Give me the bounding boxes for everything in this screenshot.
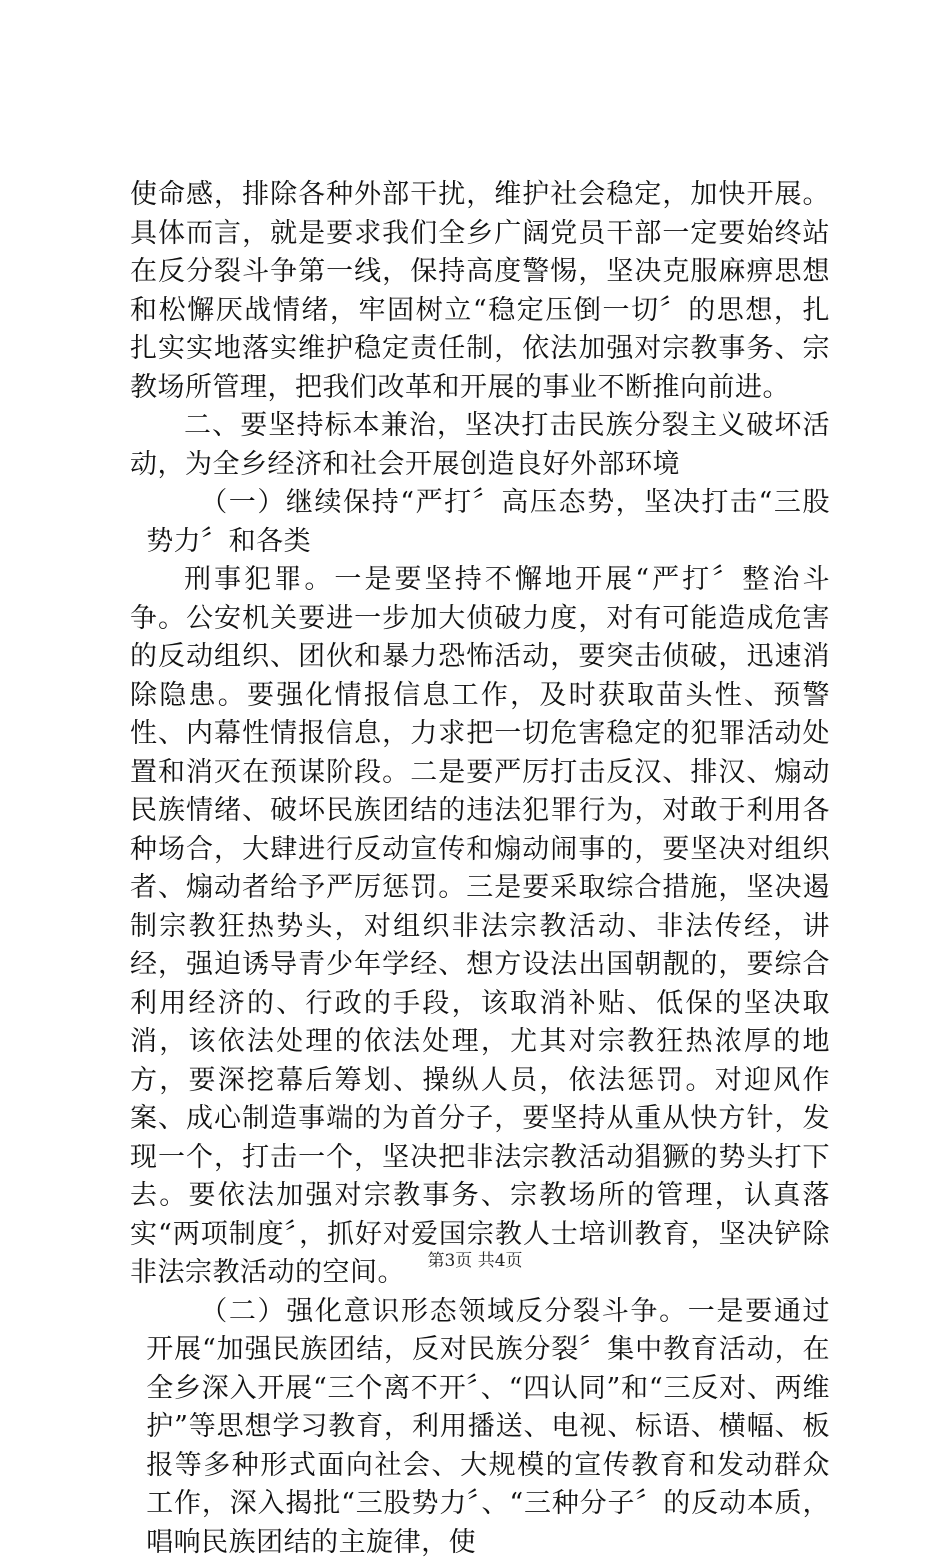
page-number-footer: 第3页 共4页 (0, 1246, 950, 1271)
paragraph-criminal-offences: 刑事犯罪。一是要坚持不懈地开展“严打〞整治斗争。公安机关要进一步加大侦破力度，对有可能造成危害的反动组织、团伙和暴力恐怖活动，要突击侦破，迅速消除隐患。要强化情报信息工作，及时获取苗头性、预警性、内幕性情报信息，力求把一切危害稳定的犯罪活动处置和消灭在预谋阶段。二是要严厉打击反汉、排汉、煽动民族情绪、破坏民族团结的违法犯罪行为，对敢于利用各种场合，大肆进行反动宣传和煽动闹事的，要坚决对组织者、煽动者给予严厉惩罚。三是要采取综合措施，坚决遏制宗教狂热势头，对组织非法宗教活动、非法传经，讲经，强迫诱导青少年学经、想方设法出国朝靓的，要综合利用经济的、行政的手段，该取消补贴、低保的坚决取消，该依法处理的依法处理，尤其对宗教狂热浓厚的地方，要深挖幕后筹划、操纵人员，依法惩罚。对迎风作案、成心制造事端的为首分子，要坚持从重从快方针，发现一个，打击一个，坚决把非法宗教活动猖獗的势头打下去。要依法加强对宗教事务、宗教场所的管理，认真落实“两项制度〞，抓好对爱国宗教人士培训教育，坚决铲除非法宗教活动的空间。 (130, 561, 830, 1293)
paragraph-continuation: 使命感，排除各种外部干扰，维护社会稳定，加快开展。具体而言，就是要求我们全乡广阔党员干部一定要始终站在反分裂斗争第一线，保持高度警惕，坚决克服麻痹思想和松懈厌战情绪，牢固树立“稳定压倒一切〞的思想，扎扎实实地落实维护稳定责任制，依法加强对宗教事务、宗教场所管理，把我们改革和开展的事业不断推向前进。 (130, 176, 830, 407)
document-body (130, 176, 830, 1562)
subsection-heading-one: （一）继续保持“严打〞高压态势，坚决打击“三股势力〞和各类 (130, 484, 830, 561)
subsection-ideology: （二）强化意识形态领域反分裂斗争。一是要通过开展“加强民族团结，反对民族分裂〞集中教育活动，在全乡深入开展“三个离不开〞、“四认同”和“三反对、两维护”等思想学习教育，利用播送、电视、标语、横幅、板报等多种形式面向社会、大规模的宣传教育和发动群众工作，深入揭批“三股势力〞、“三种分子〞的反动本质，唱响民族团结的主旋律，使 (130, 1293, 830, 1562)
section-heading-two: 二、要坚持标本兼治，坚决打击民族分裂主义破坏活动，为全乡经济和社会开展创造良好外部环境 (130, 407, 830, 484)
